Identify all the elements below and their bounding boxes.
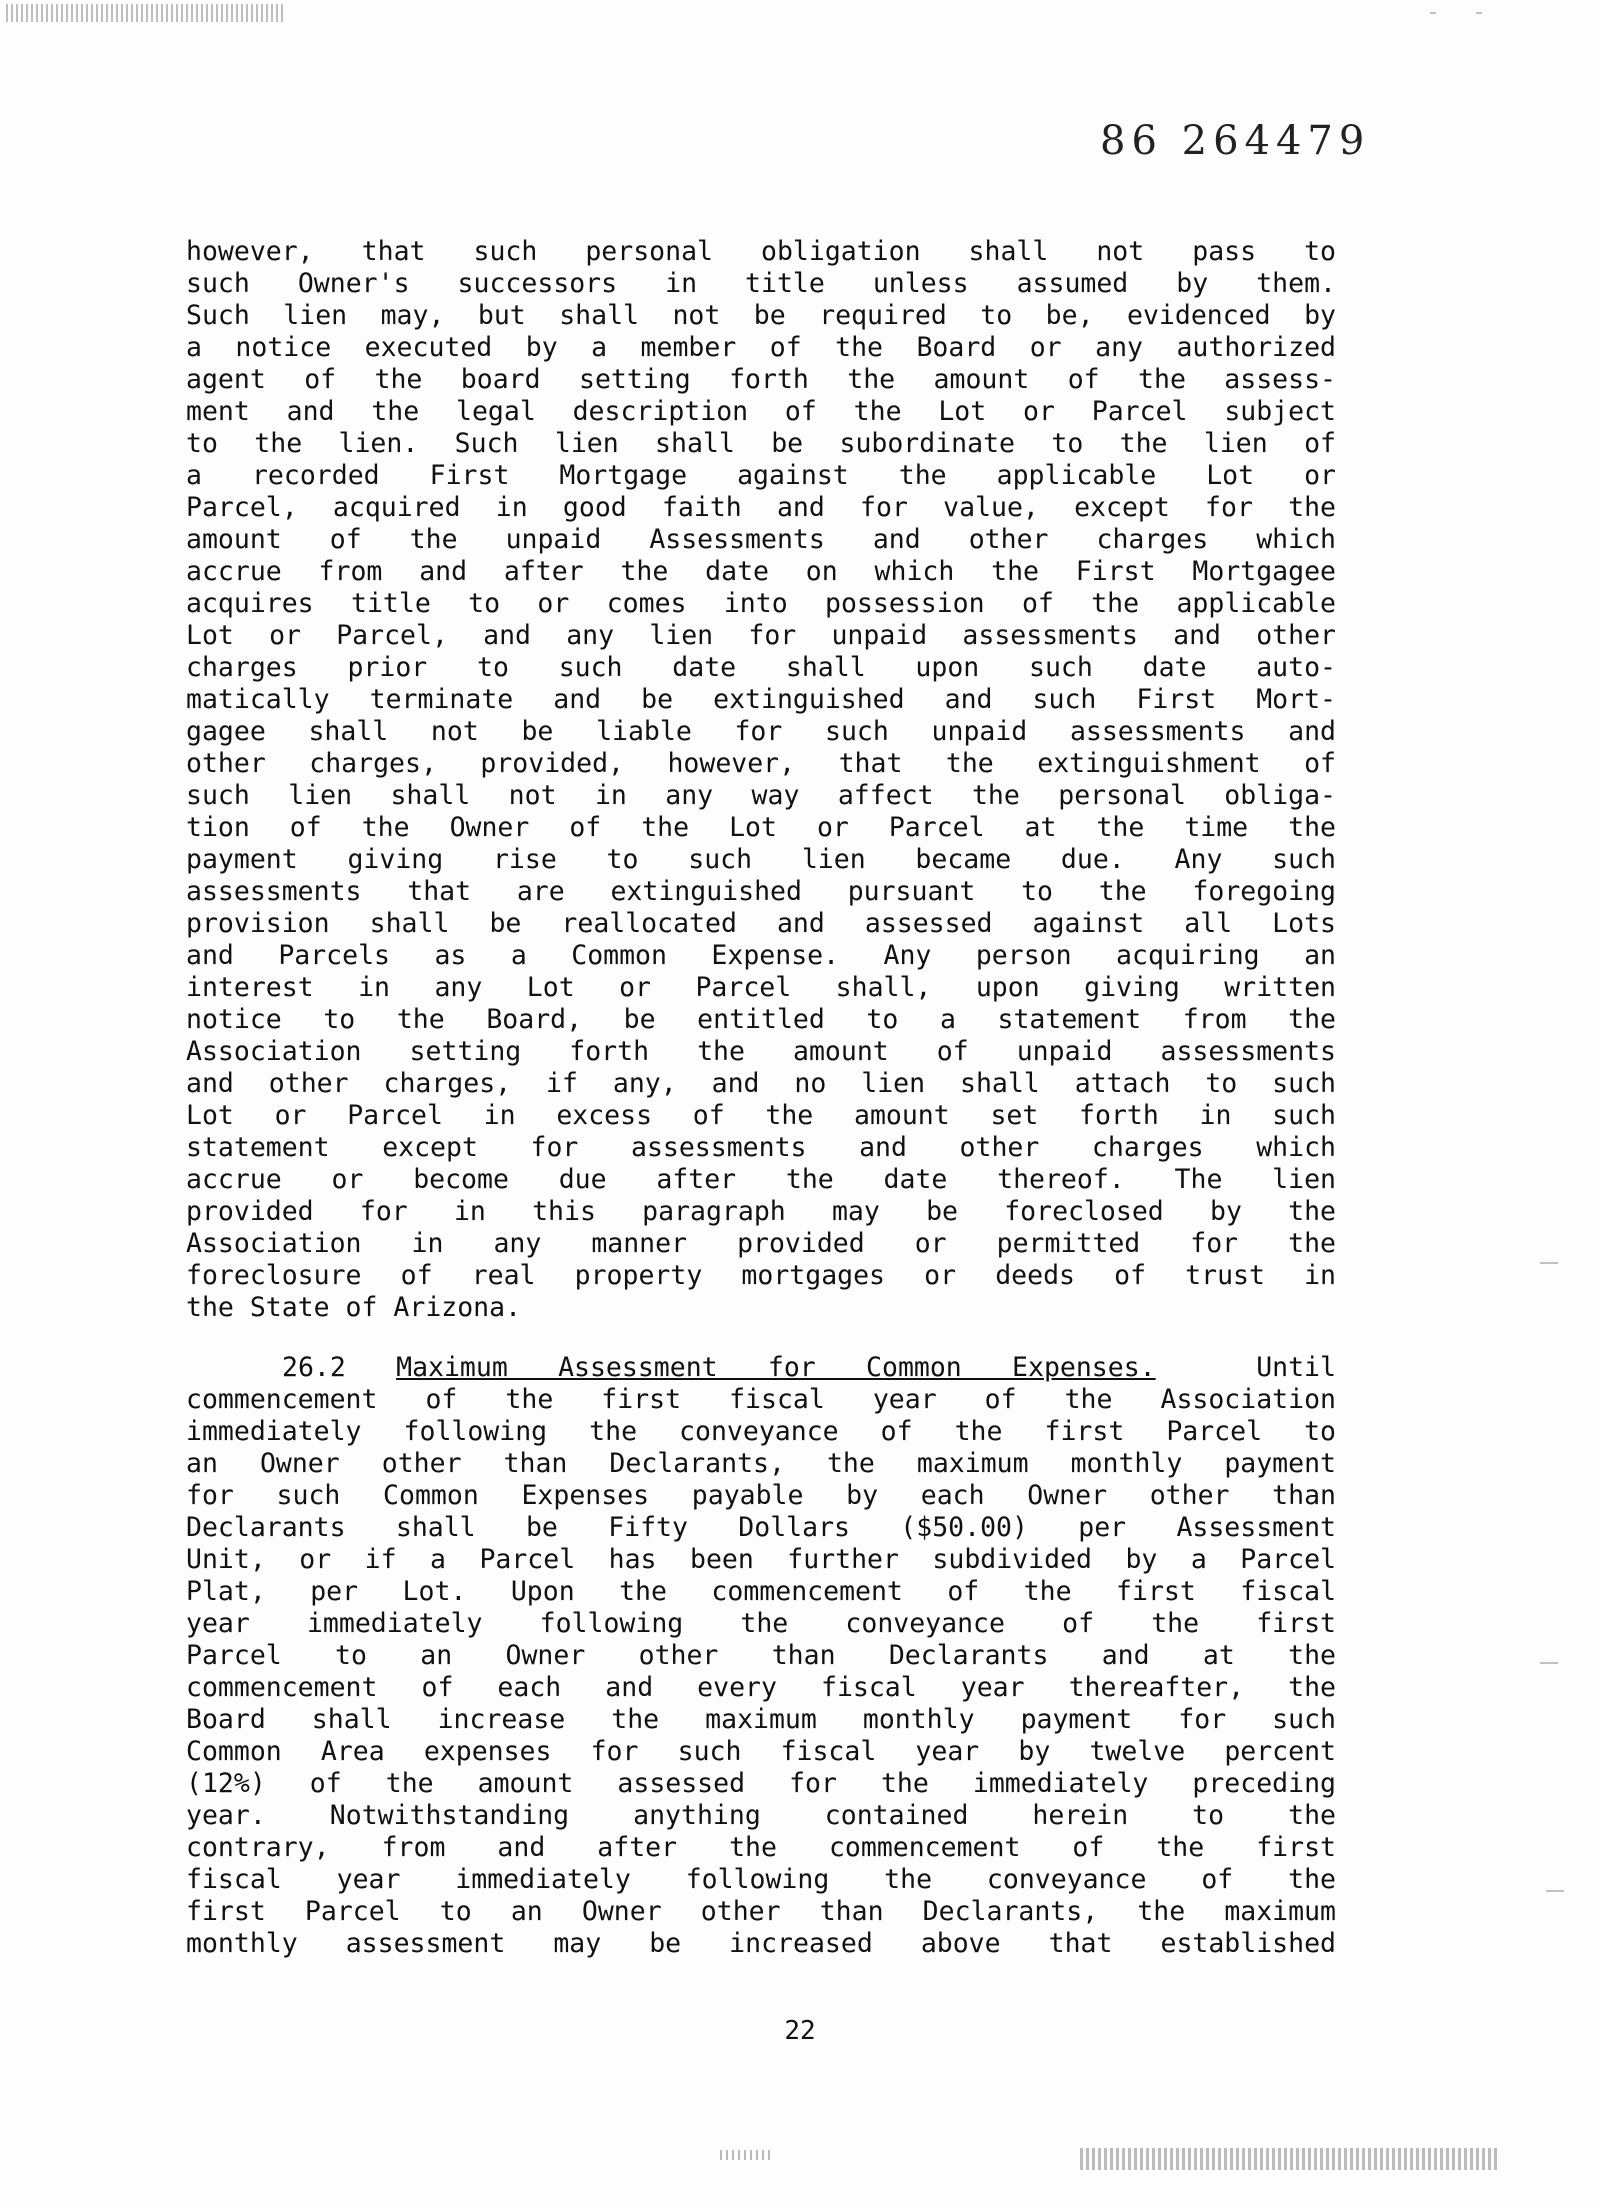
paragraph-maximum-assessment — [186, 1352, 1336, 1960]
text-line: Association in any manner provided or permitted for the — [186, 1228, 1336, 1259]
text-line: accrue or become due after the date thereof. The lien — [186, 1164, 1336, 1195]
margin-mark — [1540, 1262, 1558, 1264]
text-line: Declarants shall be Fifty Dollars ($50.00) per Assessment — [186, 1512, 1336, 1543]
text-line: Plat, per Lot. Upon the commencement of the first fiscal — [186, 1576, 1336, 1607]
margin-mark — [1546, 1890, 1564, 1892]
text-line: commencement of the first fiscal year of the Association — [186, 1384, 1336, 1415]
text-line: Lot or Parcel, and any lien for unpaid assessments and other — [186, 620, 1336, 651]
text-line: and Parcels as a Common Expense. Any person acquiring an — [186, 940, 1336, 971]
text-line: Board shall increase the maximum monthly payment for such — [186, 1704, 1336, 1735]
text-line: Lot or Parcel in excess of the amount set forth in such — [186, 1100, 1336, 1131]
text-line: Unit, or if a Parcel has been further subdivided by a Parcel — [186, 1544, 1336, 1575]
text-line: immediately following the conveyance of the first Parcel to — [186, 1416, 1336, 1447]
text-line: for such Common Expenses payable by each Owner other than — [186, 1480, 1336, 1511]
section-heading-line — [186, 1352, 1336, 1384]
text-line: interest in any Lot or Parcel shall, upon giving written — [186, 972, 1336, 1003]
text-line: monthly assessment may be increased above that established — [186, 1928, 1336, 1959]
text-line: contrary, from and after the commencement of the first — [186, 1832, 1336, 1863]
margin-mark — [1476, 12, 1482, 14]
text-line: charges prior to such date shall upon such date auto- — [186, 652, 1336, 683]
text-line: notice to the Board, be entitled to a statement from the — [186, 1004, 1336, 1035]
section-number: 26.2 — [282, 1352, 346, 1383]
text-line: Common Area expenses for such fiscal year by twelve percent — [186, 1736, 1336, 1767]
text-line: year immediately following the conveyance of the first — [186, 1608, 1336, 1639]
text-line: tion of the Owner of the Lot or Parcel at the time the — [186, 812, 1336, 843]
text-line: an Owner other than Declarants, the maximum monthly payment — [186, 1448, 1336, 1479]
text-line: however, that such personal obligation shall not pass to — [186, 236, 1336, 267]
text-line: foreclosure of real property mortgages or deeds of trust in — [186, 1260, 1336, 1291]
text-line: such Owner's successors in title unless assumed by them. — [186, 268, 1336, 299]
text-line: to the lien. Such lien shall be subordinate to the lien of — [186, 428, 1336, 459]
margin-mark — [1430, 12, 1436, 14]
text-line: assessments that are extinguished pursuant to the foregoing — [186, 876, 1336, 907]
margin-mark — [1540, 1662, 1558, 1664]
text-line: ment and the legal description of the Lot or Parcel subject — [186, 396, 1336, 427]
text-line: payment giving rise to such lien became due. Any such — [186, 844, 1336, 875]
scan-artifact — [6, 4, 286, 22]
text-line: gagee shall not be liable for such unpaid assessments and — [186, 716, 1336, 747]
text-line: agent of the board setting forth the amount of the assess- — [186, 364, 1336, 395]
text-line: commencement of each and every fiscal year thereafter, the — [186, 1672, 1336, 1703]
text-line: provided for in this paragraph may be foreclosed by the — [186, 1196, 1336, 1227]
text-line: (12%) of the amount assessed for the immediately preceding — [186, 1768, 1336, 1799]
paragraph-lien — [186, 236, 1336, 1324]
text-line: a recorded First Mortgage against the applicable Lot or — [186, 460, 1336, 491]
text-line: provision shall be reallocated and assessed against all Lots — [186, 908, 1336, 939]
text-line: matically terminate and be extinguished and such First Mort- — [186, 684, 1336, 715]
scan-artifact — [720, 2150, 770, 2160]
text-line: fiscal year immediately following the conveyance of the — [186, 1864, 1336, 1895]
section-heading: Maximum Assessment for Common Expenses. — [396, 1352, 1156, 1383]
text-line: statement except for assessments and other charges which — [186, 1132, 1336, 1163]
text-line: Such lien may, but shall not be required to be, evidenced by — [186, 300, 1336, 331]
text-line: Parcel, acquired in good faith and for value, except for the — [186, 492, 1336, 523]
text-line: first Parcel to an Owner other than Declarants, the maximum — [186, 1896, 1336, 1927]
text-line: such lien shall not in any way affect the personal obliga- — [186, 780, 1336, 811]
text-line: accrue from and after the date on which the First Mortgagee — [186, 556, 1336, 587]
text-line: acquires title to or comes into possession of the applicable — [186, 588, 1336, 619]
text-line: the State of Arizona. — [186, 1292, 522, 1323]
text-line: amount of the unpaid Assessments and other charges which — [186, 524, 1336, 555]
text-line: year. Notwithstanding anything contained herein to the — [186, 1800, 1336, 1831]
section-heading-rest: Until — [1256, 1352, 1336, 1383]
text-line: Association setting forth the amount of unpaid assessments — [186, 1036, 1336, 1067]
text-line: Parcel to an Owner other than Declarants and at the — [186, 1640, 1336, 1671]
text-line: and other charges, if any, and no lien shall attach to such — [186, 1068, 1336, 1099]
page-number: 22 — [784, 2016, 816, 2046]
scan-artifact — [1080, 2148, 1500, 2170]
text-line: a notice executed by a member of the Board or any authorized — [186, 332, 1336, 363]
text-line: other charges, provided, however, that the extinguishment of — [186, 748, 1336, 779]
document-number: 86 264479 — [1100, 118, 1371, 164]
